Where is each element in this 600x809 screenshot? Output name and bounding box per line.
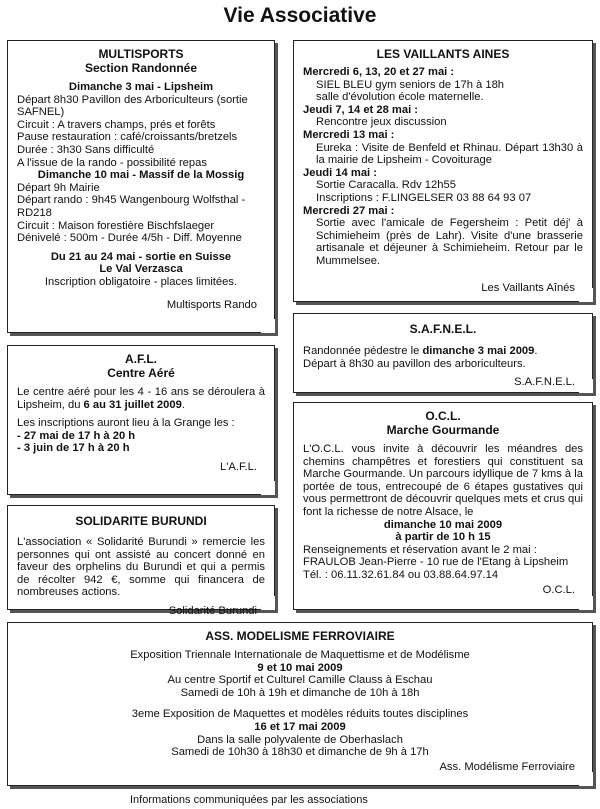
- expo-line: Au centre Sportif et Culturel Camille Clauss à Eschau: [167, 674, 433, 687]
- entry-date: Mercredi 13 mai :: [303, 128, 395, 141]
- entry-line: salle d'évolution école maternelle.: [316, 91, 484, 104]
- afl-paragraph: Le centre aéré pour les 4 - 16 ans se déroulera à Lipsheim, du 6 au 31 juillet 2009.: [17, 386, 265, 411]
- ocl-info: Tél. : 06.11.32.61.84 ou 03.88.64.97.14: [303, 568, 499, 581]
- safnel-title: S.A.F.N.E.L.: [409, 322, 477, 336]
- event-heading: Le Val Verzasca: [99, 263, 183, 276]
- multisports-subtitle: Section Randonnée: [84, 61, 197, 75]
- event-line: Durée : 3h30 Sans difficulté: [17, 143, 155, 156]
- signature: Les Vaillants Aînés: [481, 281, 575, 294]
- event-line: Départ rando : 9h45 Wangenbourg Wolfsthal - RD218: [17, 194, 246, 219]
- ocl-info: Renseignements et réservation avant le 2 mai :: [303, 543, 537, 556]
- ocl-info: FRAULOB Jean-Pierre - 10 rue de l'Etang à Lipsheim: [303, 556, 569, 569]
- event-line: Pause restauration : café/croissants/bretzels: [17, 131, 238, 144]
- event-line: Inscription obligatoire - places limitées.: [44, 275, 238, 288]
- entry-line: Eureka : Visite de Benfeld et Rhinau. Départ 13h30 à la mairie de Lipsheim - Covoiturage: [316, 141, 583, 167]
- signature: Multisports Rando: [166, 298, 257, 311]
- entry-date: Mercredi 6, 13, 20 et 27 mai :: [303, 66, 455, 78]
- event-line: Circuit : Maison forestière Bischfslaeger: [17, 219, 215, 232]
- entry-line: Inscriptions : F.LINGELSER 03 88 64 93 07: [316, 191, 532, 204]
- ocl-subtitle: Marche Gourmande: [386, 423, 500, 437]
- ocl-title: O.C.L.: [425, 409, 461, 423]
- expo-line: Samedi de 10h30 à 18h30 et dimanche de 9h à 17h: [171, 746, 429, 759]
- signature: S.A.F.N.E.L.: [514, 376, 575, 389]
- modelisme-title: ASS. MODELISME FERROVIAIRE: [205, 629, 395, 643]
- vaillants-title: LES VAILLANTS AINES: [376, 47, 510, 61]
- signature: Solidarité Burundi: [168, 604, 257, 617]
- afl-title: A.F.L.: [125, 352, 157, 366]
- entry-line: Rencontre jeux discussion: [316, 116, 447, 129]
- expo-line: 3eme Exposition de Maquettes et modèles réduits toutes disciplines: [131, 708, 469, 721]
- page-title: Vie Associative: [223, 4, 377, 27]
- signature: O.C.L.: [542, 583, 575, 596]
- expo-date: 9 et 10 mai 2009: [257, 661, 343, 674]
- burundi-text: L'association « Solidarité Burundi » remercie les personnes qui ont assisté au concert donné en faveur des orphelins du Burundi et qui a permis de récolter 942 €, somme qui financera de nombreuses actions.: [17, 536, 265, 599]
- expo-line: Samedi de 10h à 19h et dimanche de 10h à 18h: [180, 686, 420, 699]
- event-line: Départ 8h30 Pavillon des Arboriculteurs (sortie SAFNEL): [17, 93, 248, 119]
- safnel-line: Randonnée pédestre le dimanche 3 mai 2009.: [303, 345, 538, 357]
- afl-date: - 27 mai de 17 h à 20 h: [17, 429, 136, 442]
- page-footer: Informations communiquées par les associations: [130, 794, 368, 806]
- entry-line: Sortie avec l'amicale de Fegersheim : Petit déj' à Schimieheim (près de Lahr). Visite d'une brasserie artisanale et déjeuner à Schimieheim. Retour par le Mummelsee.: [316, 217, 583, 267]
- entry-line: Sortie Caracalla. Rdv 12h55: [316, 179, 456, 192]
- multisports-title: MULTISPORTS: [98, 47, 184, 61]
- modelisme-box: [7, 622, 593, 786]
- safnel-box: [293, 313, 593, 393]
- event-line: Départ 9h Mairie: [17, 181, 100, 194]
- expo-date: 16 et 17 mai 2009: [254, 720, 346, 733]
- ocl-box: [293, 402, 593, 610]
- signature: Ass. Modélisme Ferroviaire: [439, 760, 575, 773]
- multisports-box: [7, 40, 275, 333]
- event-line: A l'issue de la rando - possibilité repas: [17, 156, 207, 169]
- event-heading: Dimanche 10 mai - Massif de la Mossig: [37, 169, 245, 182]
- entry-date: Jeudi 7, 14 et 28 mai :: [303, 103, 419, 116]
- entry-date: Mercredi 27 mai :: [303, 204, 395, 217]
- event-line: Dénivelé : 500m - Durée 4/5h - Diff. Moyenne: [17, 232, 242, 245]
- afl-paragraph: Les inscriptions auront lieu à la Grange les :: [17, 417, 235, 430]
- signature: L'A.F.L.: [220, 460, 257, 473]
- safnel-line: Départ à 8h30 au pavillon des arboriculteurs.: [303, 357, 526, 370]
- entry-date: Jeudi 14 mai :: [303, 166, 377, 179]
- vaillants-box: [293, 40, 593, 302]
- afl-subtitle: Centre Aéré: [107, 366, 175, 380]
- ocl-text: L'O.C.L. vous invite à découvrir les méandres des chemins champêtres et forestiers qui constituent sa Marche Gourmande. Un parcours idyllique de 7 kms à la portée de tous, entrecoupé de 6 étapes gustatives qui vous permettront de découvrir quelques mets et crus qui font la richesse de notre Alsace, le: [303, 443, 583, 518]
- ocl-time: à partir de 10 h 15: [395, 531, 491, 544]
- afl-box: [7, 345, 275, 495]
- burundi-title: SOLIDARITE BURUNDI: [75, 514, 207, 528]
- expo-line: Dans la salle polyvalente de Oberhaslach: [197, 733, 403, 746]
- expo-line: Exposition Triennale Internationale de Maquettisme et de Modélisme: [130, 649, 470, 661]
- burundi-box: [7, 505, 275, 617]
- ocl-date: dimanche 10 mai 2009: [383, 518, 503, 531]
- event-heading: Du 21 au 24 mai - sortie en Suisse: [50, 250, 232, 263]
- afl-date: - 3 juin de 17 h à 20 h: [17, 442, 130, 455]
- entry-line: SIEL BLEU gym seniors de 17h à 18h: [316, 78, 505, 91]
- event-heading: Dimanche 3 mai - Lipsheim: [68, 81, 214, 93]
- event-line: Circuit : A travers champs, prés et forêts: [17, 118, 216, 131]
